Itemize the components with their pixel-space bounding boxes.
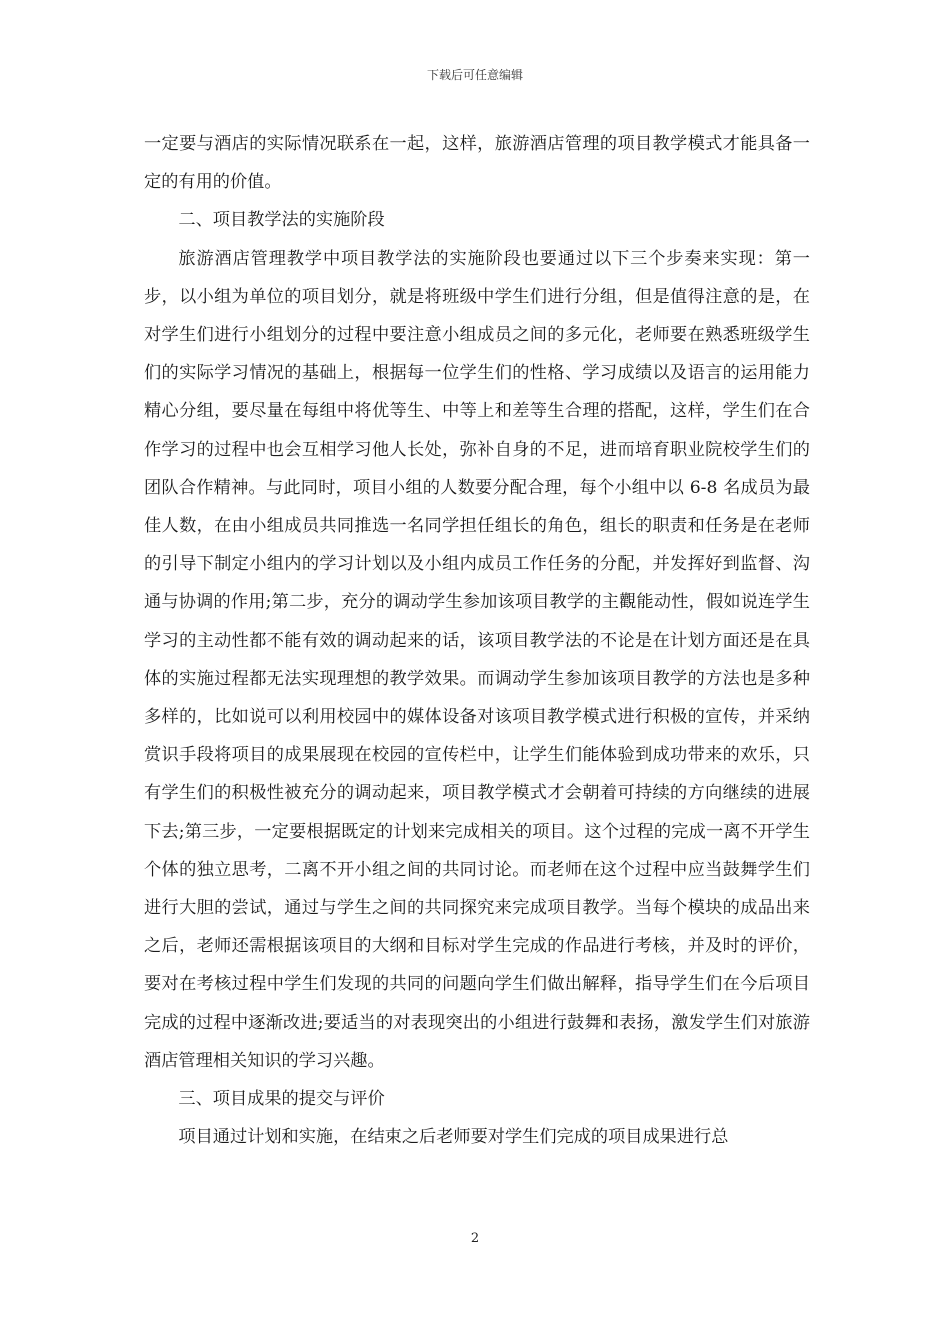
page-number: 2 [470,1231,480,1246]
paragraph-implementation: 旅游酒店管理教学中项目教学法的实施阶段也要通过以下三个步奏来实现：第一步，以小组为单位的项目划分，就是将班级中学生们进行分组，但是值得注意的是，在对学生们进行小组划分的过程中要注意小组成员之间的多元化，老师要在熟悉班级学生们的实际学习情况的基础上，根据每一位学生们的性格、学习成绩以及语言的运用能力精心分组，要尽量在每组中将优等生、中等上和差等生合理的搭配，这样，学生们在合作学习的过程中也会互相学习他人长处，弥补自身的不足，进而培育职业院校学生们的团队合作精神。与此同时，项目小组的人数要分配合理，每个小组中以 6-8 名成员为最佳人数，在由小组成员共同推选一名同学担任组长的角色，组长的职责和任务是在老师的引导下制定小组内的学习计划以及小组内成员工作任务的分配，并发挥好到监督、沟通与协调的作用;第二步，充分的调动学生参加该项目教学的主觀能动性，假如说连学生学习的主动性都不能有效的调动起来的话，该项目教学法的不论是在计划方面还是在具体的实施过程都无法实现理想的教学效果。而调动学生参加该项目教学的方法也是多种多样的，比如说可以利用校园中的媒体设备对该项目教学模式进行积极的宣传，并采纳赏识手段将项目的成果展现在校园的宣传栏中，让学生们能体验到成功带来的欢乐，只有学生们的积极性被充分的调动起来，项目教学模式才会朝着可持续的方向继续的进展下去;第三步，一定要根据既定的计划来完成相关的项目。这个过程的完成一离不开学生个体的独立思考，二离不开小组之间的共同讨论。而老师在这个过程中应当鼓舞学生们进行大胆的尝试，通过与学生之间的共同探究来完成项目教学。当每个模块的成品出来之后，老师还需根据该项目的大纲和目标对学生完成的作品进行考核，并及时的评价，要对在考核过程中学生们发现的共同的问题向学生们做出解释，指导学生们在今后项目完成的过程中逐渐改进;要适当的对表现突出的小组进行鼓舞和表扬，激发学生们对旅游酒店管理相关知识的学习兴趣。 [144,248,810,1071]
section-heading-2: 二、项目教学法的实施阶段 [178,210,385,231]
body-text [144,125,810,1156]
page-header: 下载后可任意编辑 [426,68,523,82]
paragraph-results: 项目通过计划和实施，在结束之后老师要对学生们完成的项目成果进行总 [178,1127,729,1148]
paragraph-continuation: 一定要与酒店的实际情况联系在一起，这样，旅游酒店管理的项目教学模式才能具备一定的有用的价值。 [144,134,810,193]
section-heading-3: 三、项目成果的提交与评价 [178,1089,385,1110]
